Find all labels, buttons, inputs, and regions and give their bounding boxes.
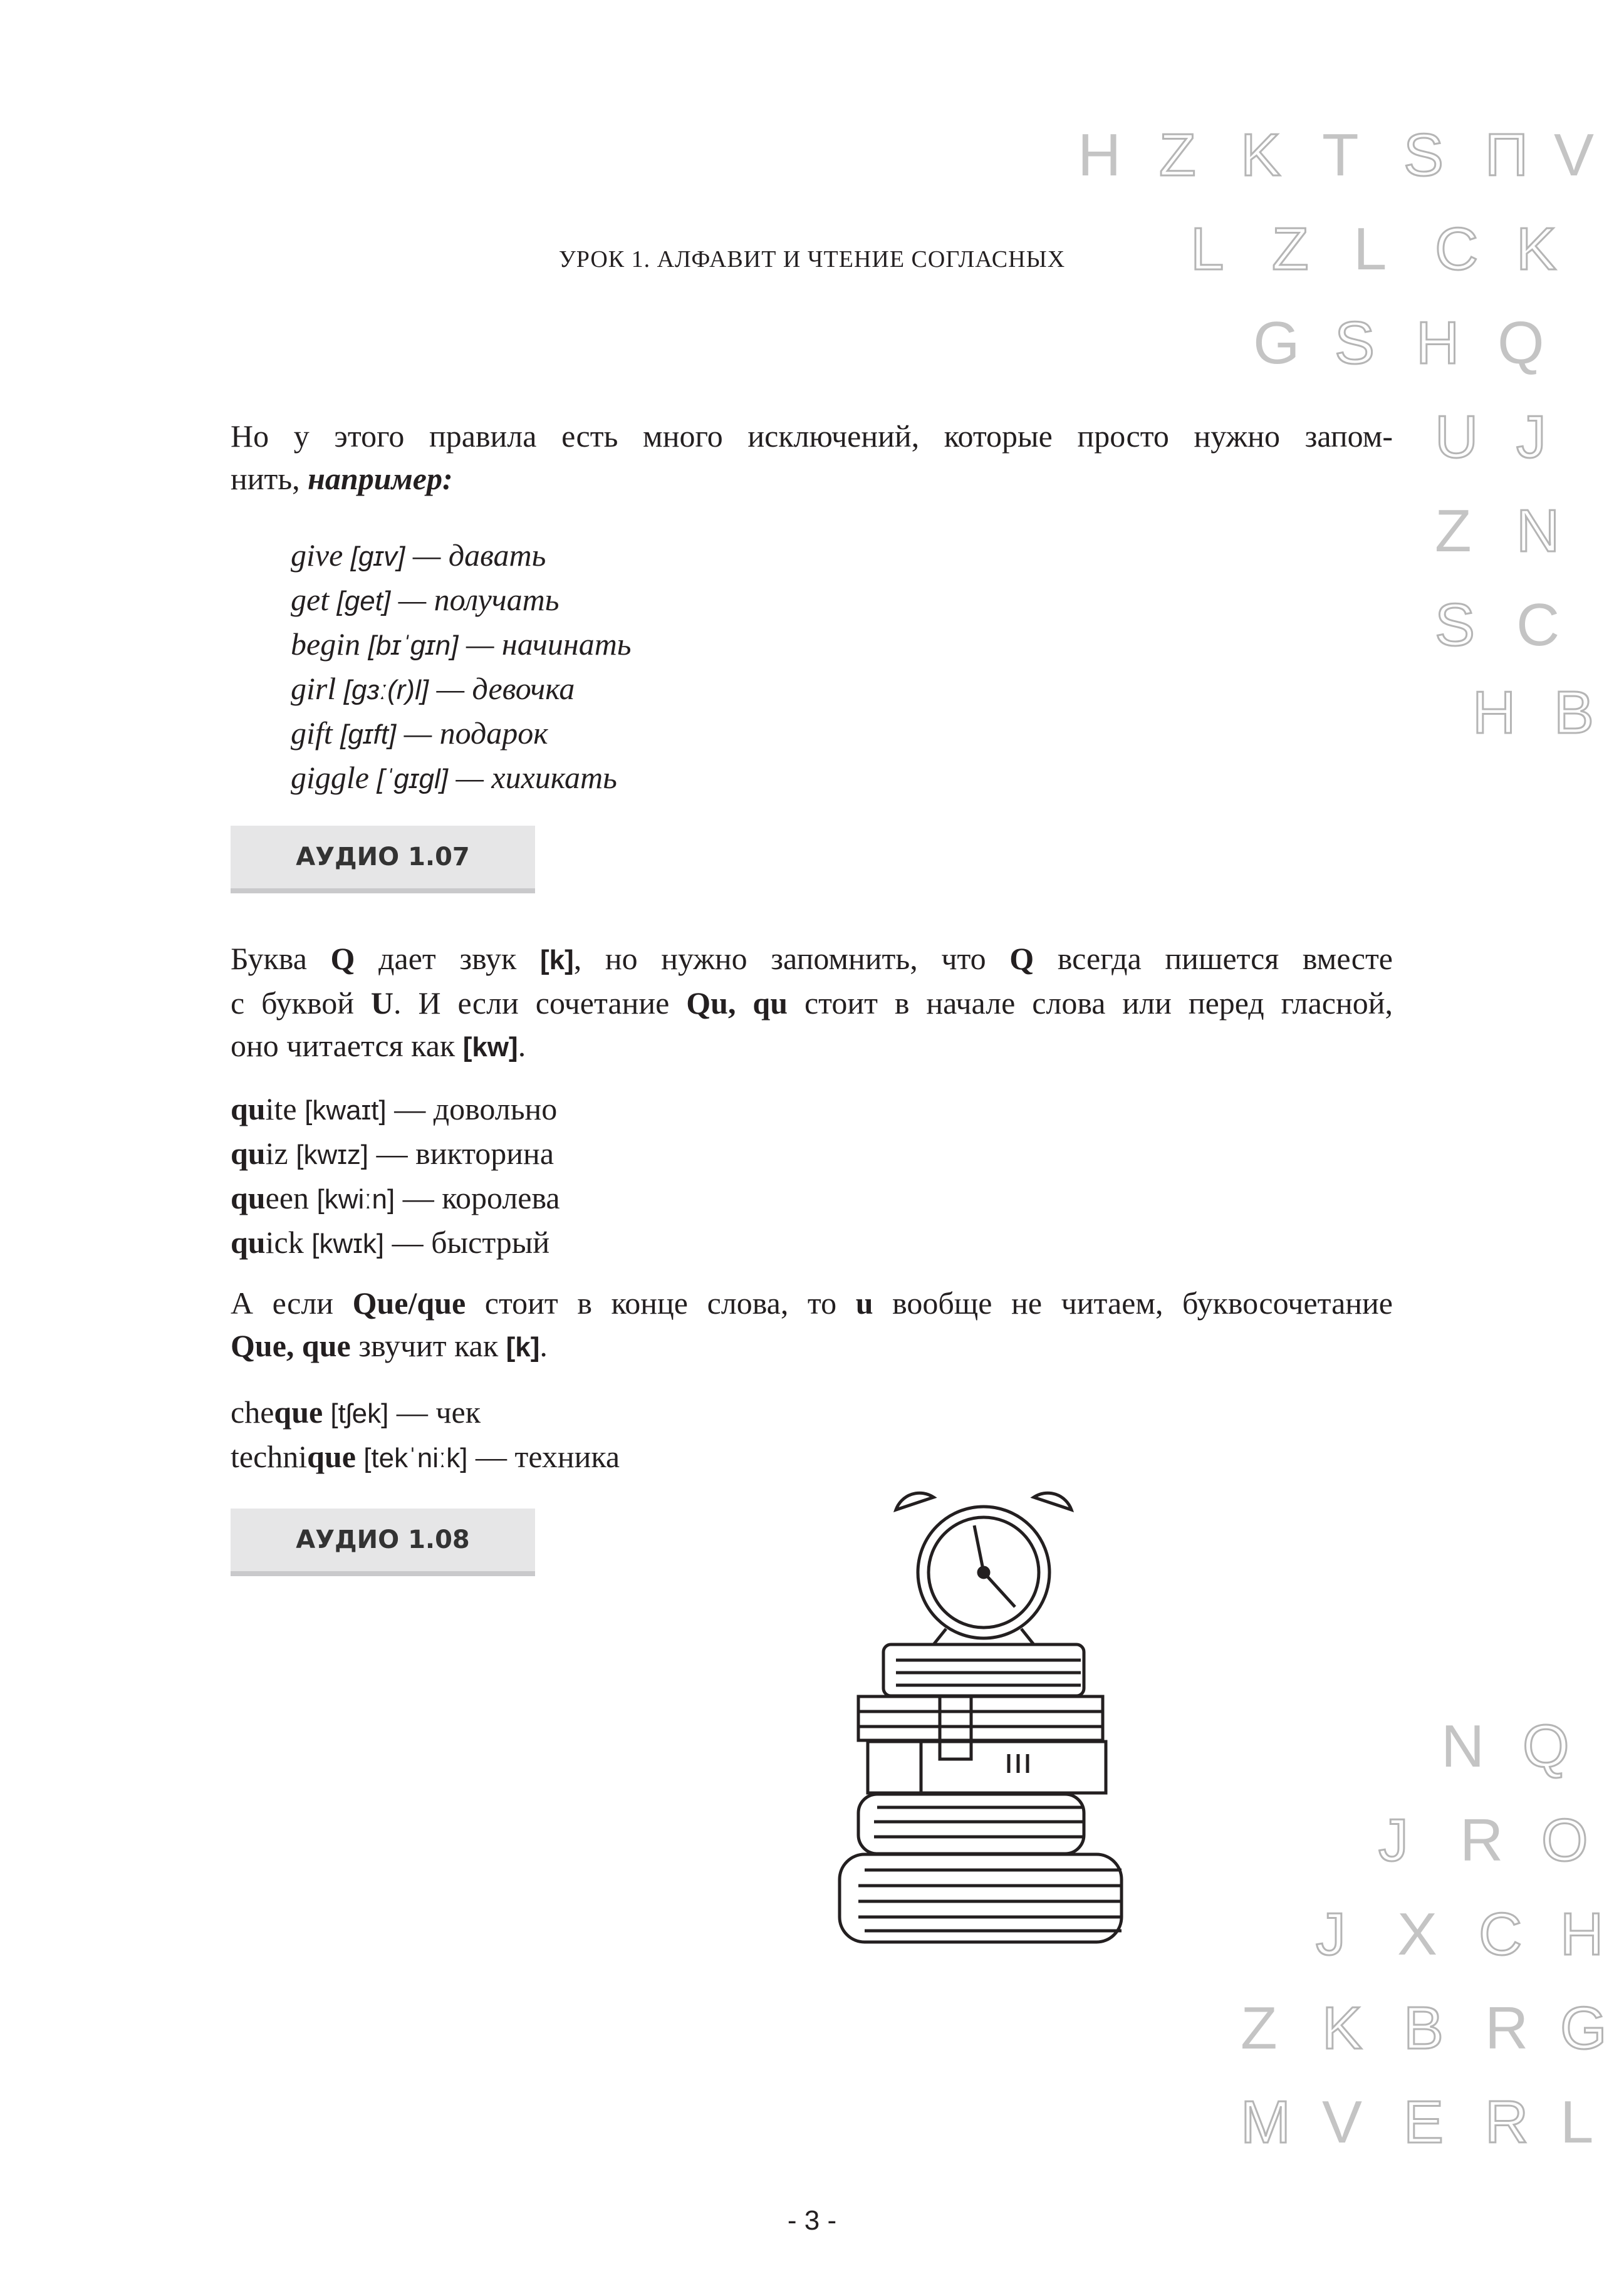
decorative-letter: K [1516, 216, 1557, 283]
decorative-letter: C [1479, 1901, 1522, 1968]
decorative-letter: N [1441, 1713, 1485, 1780]
decorative-letter: R [1485, 1995, 1529, 2062]
q-line-1: Буква Q дает звук [k], но нужно запомнить, что Q всегда пишется вместе [231, 941, 1393, 976]
decorative-letter: C [1435, 216, 1479, 283]
page-number: - 3 - [787, 2205, 837, 2236]
decorative-letter: S [1403, 122, 1444, 189]
list-item: gift [gɪft] — подарок [291, 715, 548, 751]
que-word-list [231, 1391, 620, 1480]
decorative-letter: N [1516, 497, 1560, 564]
list-item: get [get] — получать [291, 582, 560, 617]
intro-emphasis: например: [308, 461, 453, 496]
decorative-letter: K [1241, 122, 1281, 189]
decorative-letter: V [1554, 122, 1595, 189]
intro-text: нить, [231, 461, 308, 496]
list-item: begin [bɪˈgɪn] — начинать [291, 626, 632, 662]
list-item: giggle [ˈgɪgl] — хихикать [291, 760, 617, 795]
decorative-letter: Q [1497, 309, 1544, 377]
decorative-letter: E [1403, 2089, 1444, 2156]
decorative-letter: S [1435, 591, 1476, 658]
que-line-2: Que, que звучит как [k]. [231, 1328, 548, 1363]
decorative-letter: H [1560, 1901, 1604, 1968]
q-paragraph [231, 937, 1393, 1069]
list-item: cheque [tʃek] — чек [231, 1395, 481, 1430]
decorative-letter: G [1253, 309, 1300, 377]
decorative-letter: Z [1241, 1995, 1278, 2062]
list-item: give [gɪv] — давать [291, 538, 546, 573]
list-item: quick [kwɪk] — быстрый [231, 1225, 550, 1260]
que-paragraph [231, 1282, 1393, 1369]
decorative-letter: H [1078, 122, 1122, 189]
decorative-letter: Q [1522, 1713, 1569, 1780]
list-item: queen [kwiːn] — королева [231, 1180, 560, 1215]
decorative-letter: Z [1435, 497, 1472, 564]
q-line-3: оно читается как [kw]. [231, 1028, 526, 1063]
decorative-letter: Z [1272, 216, 1309, 283]
decorative-letter: П [1485, 122, 1528, 189]
decorative-letters-bottom-right [1241, 1713, 1607, 2156]
decorative-letter: R [1460, 1807, 1504, 1874]
decorative-letter: J [1516, 403, 1546, 470]
decorative-letter: C [1516, 591, 1560, 658]
intro-paragraph [231, 415, 1393, 500]
decorative-letter: J [1316, 1901, 1346, 1968]
decorative-letter: S [1335, 309, 1375, 377]
decorative-letter: O [1541, 1807, 1588, 1874]
running-header: УРОК 1. АЛФАВИТ И ЧТЕНИЕ СОГЛАСНЫХ [558, 246, 1066, 273]
intro-line-1: Но у этого правила есть много исключений, которые просто нужно запом- [231, 418, 1393, 454]
decorative-letter: L [1560, 2089, 1594, 2156]
decorative-letter: V [1322, 2089, 1363, 2156]
decorative-letter: K [1322, 1995, 1363, 2062]
decorative-letter: Z [1159, 122, 1196, 189]
decorative-letter: R [1485, 2089, 1529, 2156]
decorative-letter: J [1378, 1807, 1408, 1874]
list-item: girl [gɜː(r)l] — девочка [291, 671, 575, 706]
decorative-letter: H [1416, 309, 1460, 377]
decorative-letter: U [1435, 403, 1479, 470]
audio-button-1-08[interactable]: АУДИО 1.08 [231, 1509, 535, 1576]
list-item: quite [kwaɪt] — довольно [231, 1091, 558, 1126]
decorative-letter: L [1190, 216, 1224, 283]
que-line-1: А если Que/que стоит в конце слова, то u вообще не читаем, буквосочетание [231, 1286, 1393, 1321]
decorative-letter: B [1403, 1995, 1444, 2062]
decorative-letter: L [1353, 216, 1387, 283]
decorative-letter: M [1241, 2089, 1291, 2156]
audio-button-1-07[interactable]: АУДИО 1.07 [231, 826, 535, 893]
decorative-letter: T [1322, 122, 1359, 189]
decorative-letter: G [1560, 1995, 1607, 2062]
decorative-letter: X [1397, 1901, 1438, 1968]
qu-word-list [231, 1088, 560, 1265]
decorative-letter: H [1472, 679, 1516, 746]
list-item: technique [tekˈniːk] — техника [231, 1439, 620, 1474]
g-word-list [291, 534, 632, 801]
decorative-letter: B [1554, 679, 1595, 746]
alarm-clock-books-illustration [833, 1478, 1134, 1955]
q-line-2: с буквой U. И если сочетание Qu, qu стоит в начале слова или перед гласной, [231, 985, 1393, 1021]
list-item: quiz [kwɪz] — викторина [231, 1136, 554, 1171]
